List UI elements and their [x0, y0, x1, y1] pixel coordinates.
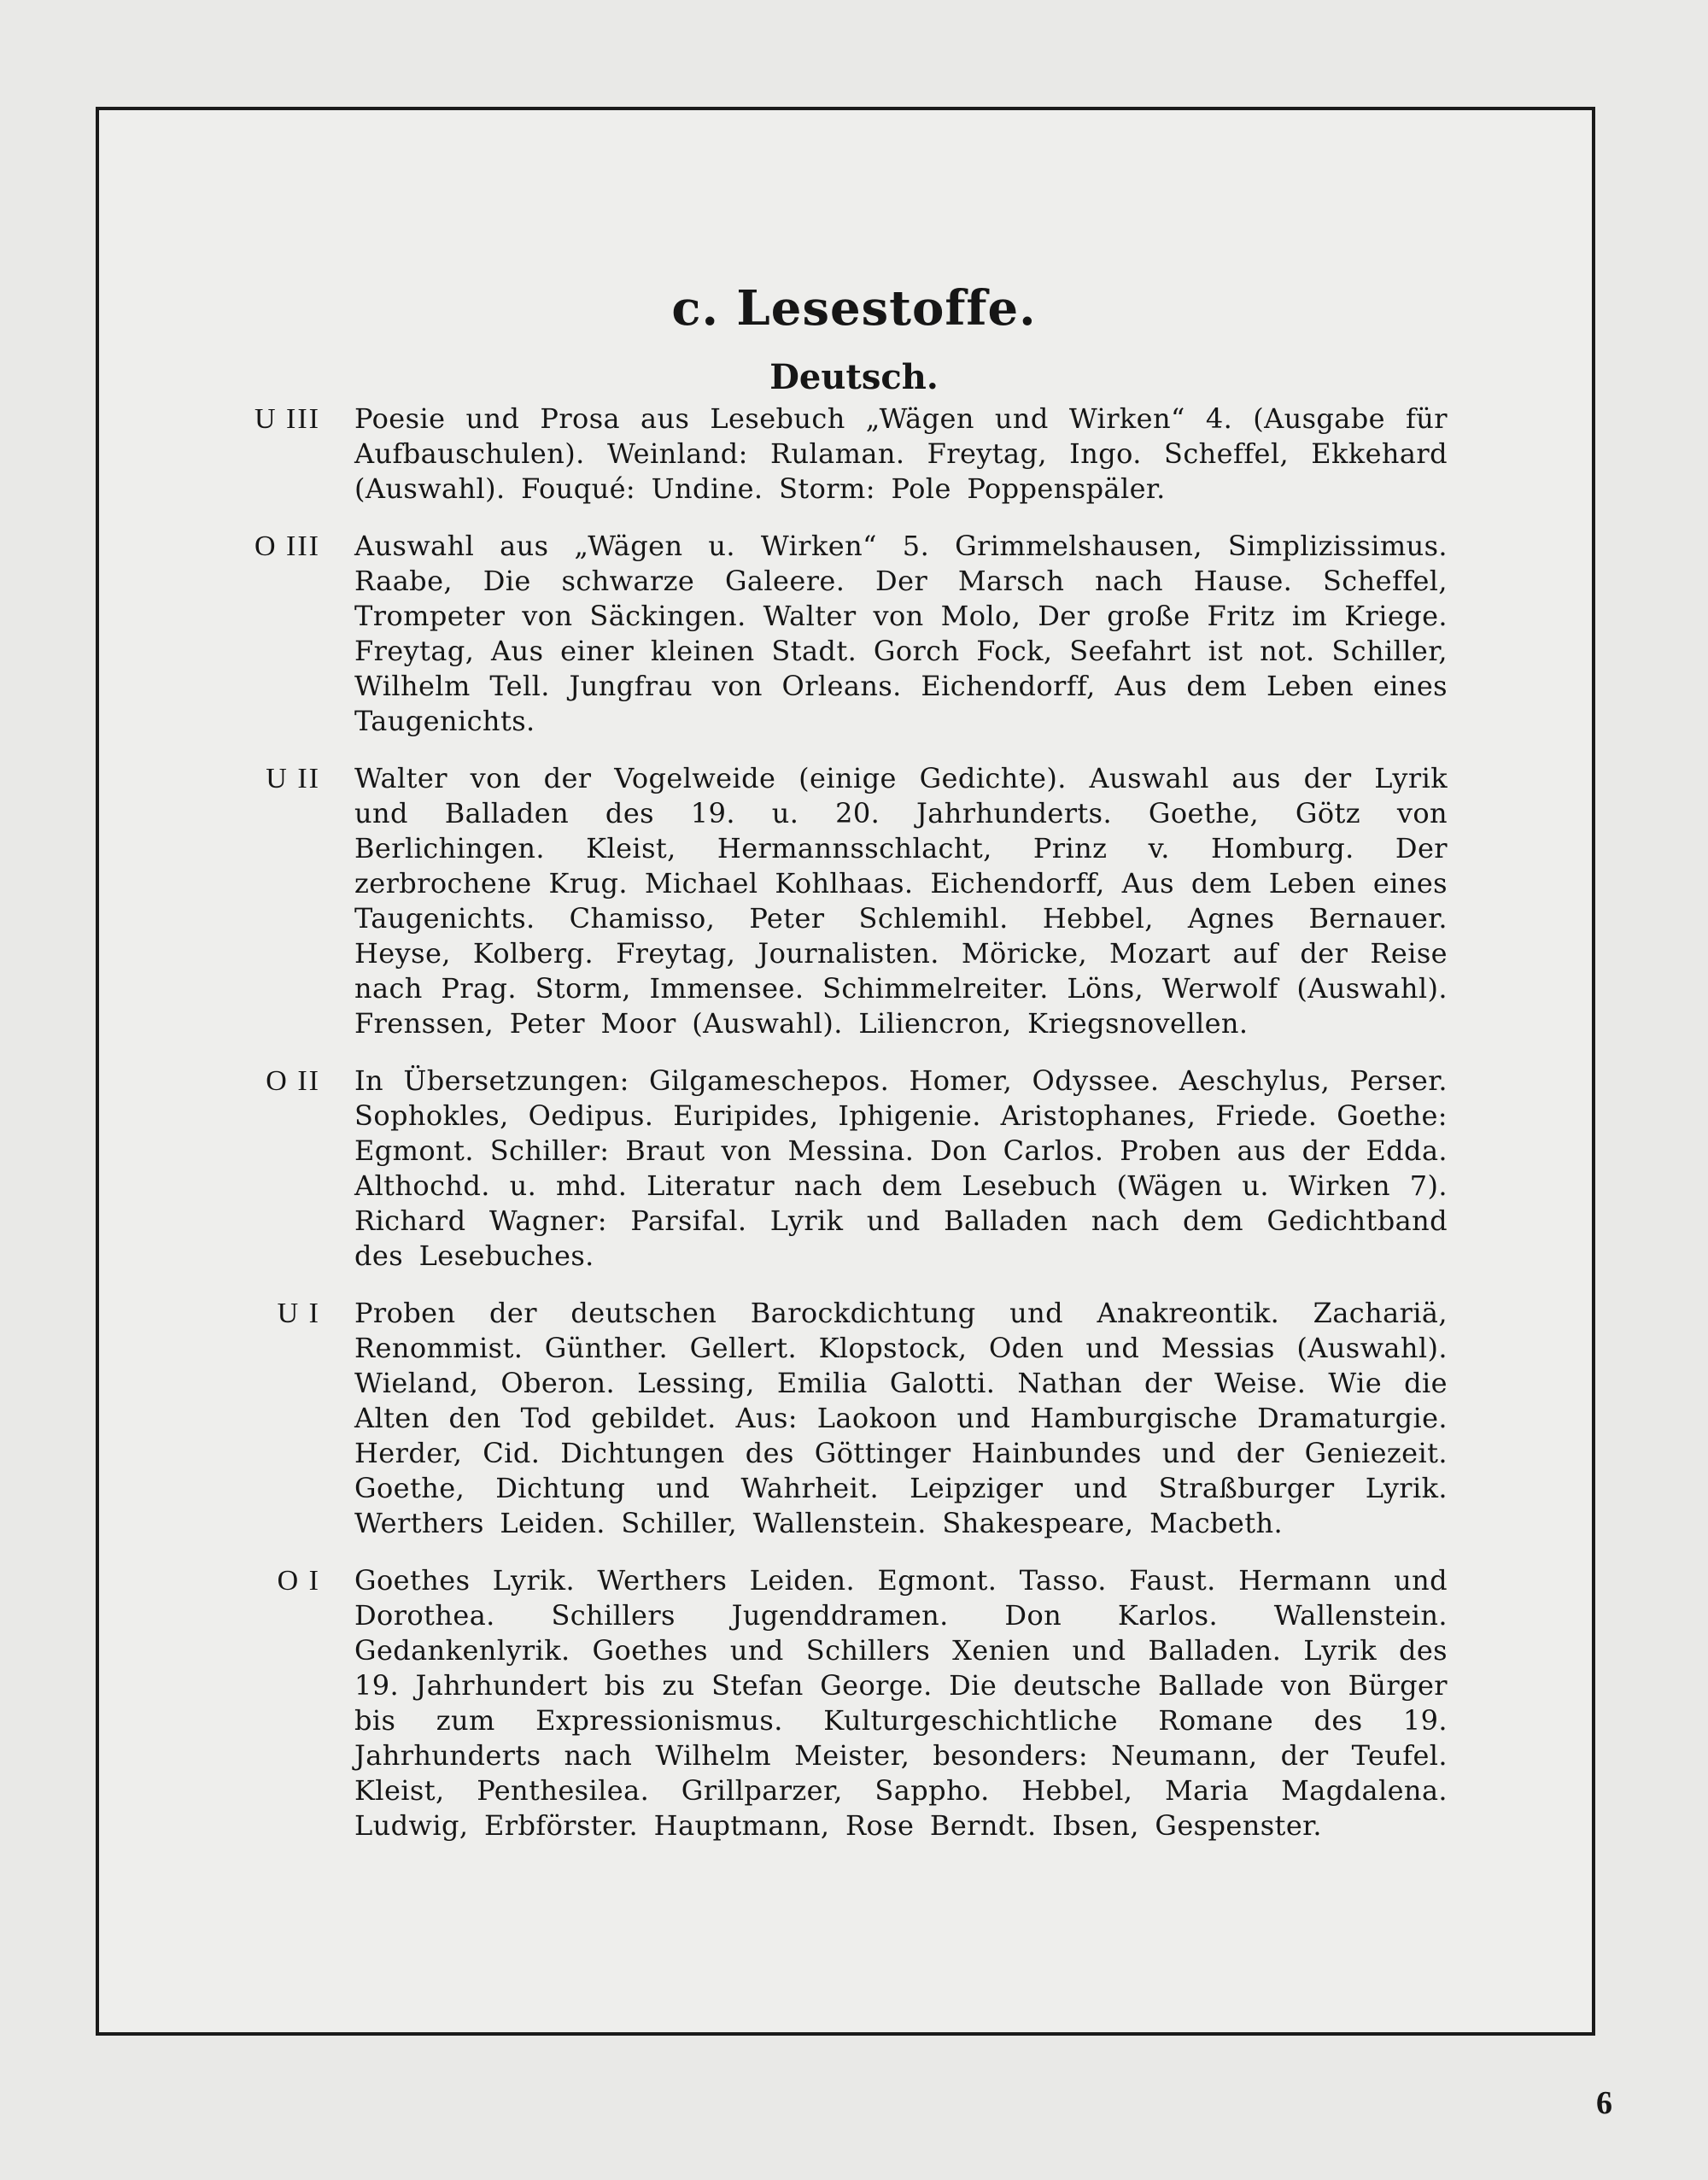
class-code: O I	[277, 1565, 320, 1597]
reading-text: Walter von der Vogelweide (einige Gedichte). Auswahl aus der Lyrik und Balladen des 19. u. 20. Jahrhunderts. Goethe, Götz von Berlichingen. Kleist, Hermannsschlacht, Prinz v. Homburg. Der zerbrochene Krug. Michael Kohlhaas. Eichendorff, Aus dem Leben eines Taugenichts. Chamisso, Peter Schlemihl. Hebbel, Agnes Bernauer. Heyse, Kolberg. Freytag, Journalisten. Möricke, Mozart auf der Reise nach Prag. Storm, Immensee. Schimmelreiter. Löns, Werwolf (Auswahl). Frenssen, Peter Moor (Auswahl). Liliencron, Kriegsnovellen.	[354, 762, 1448, 1040]
class-code: U III	[254, 403, 320, 435]
class-entry-u-iii	[167, 401, 1448, 507]
reading-text: Poesie und Prosa aus Lesebuch „Wägen und Wirken“ 4. (Ausgabe für Aufbauschulen). Weinland: Rulaman. Freytag, Ingo. Scheffel, Ekkehard (Auswahl). Fouqué: Undine. Storm: Pole Poppenspäler.	[354, 402, 1448, 505]
reading-text: In Übersetzungen: Gilgameschepos. Homer, Odyssee. Aeschylus, Perser. Sophokles, Oedipus. Euripides, Iphigenie. Aristophanes, Friede. Goethe: Egmont. Schiller: Braut von Messina. Don Carlos. Proben aus der Edda. Althochd. u. mhd. Literatur nach dem Lesebuch (Wägen u. Wirken 7). Richard Wagner: Parsifal. Lyrik und Balladen nach dem Gedichtband des Lesebuches.	[354, 1064, 1448, 1272]
page-number: 6	[1596, 2085, 1612, 2121]
class-entry-u-ii	[167, 761, 1448, 1041]
class-entry-o-i	[167, 1563, 1448, 1843]
class-entry-o-ii	[167, 1064, 1448, 1274]
class-code: U II	[266, 763, 320, 794]
reading-text: Goethes Lyrik. Werthers Leiden. Egmont. Tasso. Faust. Hermann und Dorothea. Schillers Jugenddramen. Don Karlos. Wallenstein. Gedankenlyrik. Goethes und Schillers Xenien und Balladen. Lyrik des 19. Jahrhundert bis zu Stefan George. Die deutsche Ballade von Bürger bis zum Expressionismus. Kulturgeschichtliche Romane des 19. Jahrhunderts nach Wilhelm Meister, besonders: Neumann, der Teufel. Kleist, Penthesilea. Grillparzer, Sappho. Hebbel, Maria Magdalena. Ludwig, Erbförster. Hauptmann, Rose Berndt. Ibsen, Gespenster.	[354, 1564, 1448, 1842]
section-title: c. Lesestoffe.	[671, 279, 1037, 337]
class-code: O III	[254, 530, 320, 562]
reading-list	[167, 401, 1448, 1866]
class-code: O II	[266, 1065, 320, 1097]
class-entry-o-iii	[167, 529, 1448, 739]
class-entry-u-i	[167, 1296, 1448, 1541]
reading-text: Auswahl aus „Wägen u. Wirken“ 5. Grimmelshausen, Simplizissimus. Raabe, Die schwarze Galeere. Der Marsch nach Hause. Scheffel, Trompeter von Säckingen. Walter von Molo, Der große Fritz im Kriege. Freytag, Aus einer kleinen Stadt. Gorch Fock, Seefahrt ist not. Schiller, Wilhelm Tell. Jungfrau von Orleans. Eichendorff, Aus dem Leben eines Taugenichts.	[354, 530, 1448, 737]
reading-text: Proben der deutschen Barockdichtung und Anakreontik. Zachariä, Renommist. Günther. Gellert. Klopstock, Oden und Messias (Auswahl). Wieland, Oberon. Lessing, Emilia Galotti. Nathan der Weise. Wie die Alten den Tod gebildet. Aus: Laokoon und Hamburgische Dramaturgie. Herder, Cid. Dichtungen des Göttinger Hainbundes und der Geniezeit. Goethe, Dichtung und Wahrheit. Leipziger und Straßburger Lyrik. Werthers Leiden. Schiller, Wallenstein. Shakespeare, Macbeth.	[354, 1297, 1448, 1539]
class-code: U I	[277, 1298, 320, 1329]
subject-title: Deutsch.	[769, 357, 939, 398]
